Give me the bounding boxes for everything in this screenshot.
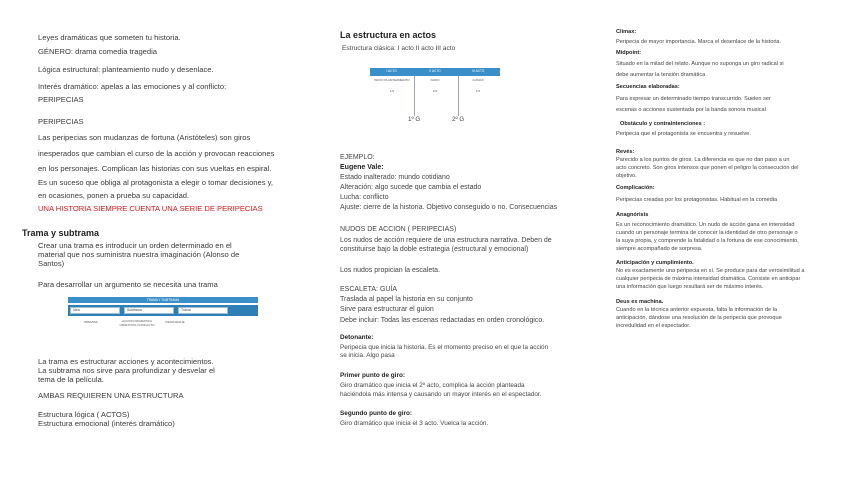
anagnorisis-line: Es un reconocimiento dramático. Un nudo de acción gana en intensidad [616, 222, 795, 228]
diagram-bottom: ACCION DRAMATICA OBJETIVOS CONFLICTO [119, 319, 155, 327]
col1-genero: GÉNERO: drama comedia tragedia [38, 47, 158, 56]
reves-heading: Revés: [616, 149, 635, 155]
segundo-giro-heading: Segundo punto de giro: [340, 410, 413, 417]
reves-line: objetivo. [616, 173, 637, 179]
escaleta-title: ESCALETA: GUÍA [340, 286, 398, 293]
col1-peripecias-word: PERIPECIAS [38, 95, 84, 104]
secuencias-heading: Secuencias elaboradas: [616, 84, 680, 90]
climax-text: Peripecia de mayor importancia. Marca el desenlace de la historia. [616, 39, 782, 45]
acts-cell: INICIO PLANTEAMIENTO [374, 78, 410, 82]
detonante-heading: Detonante: [340, 334, 374, 341]
detonante-line: se inicia. Algo pasa [340, 352, 395, 359]
anticipacion-heading: Anticipación y cumplimiento. [616, 260, 694, 266]
obstaculo-text: Peripecia que el protagonista se encuentra y resuelve. [616, 131, 751, 137]
ejemplo-line: Lucha: conflicto [340, 194, 389, 201]
diagram-item: Idea [70, 307, 120, 314]
deus-line: Cuando en la técnica anterior expuesta, falta la información de la [616, 307, 778, 313]
midpoint-line: Situado en la mitad del relato. Aunque no suponga un giro radical si [616, 61, 784, 67]
midpoint-heading: Midpoint: [616, 50, 642, 56]
detonante-line: Peripecia que inicia la historia. Es el momento preciso en el que la acción [340, 344, 549, 351]
acts-header-cell: III ACTO [472, 69, 485, 73]
escaleta-line: Sirve para estructurar el guion [340, 306, 434, 313]
subtrama-line: tema de la película. [38, 375, 104, 384]
climax-heading: Clímax: [616, 29, 637, 35]
red-statement: UNA HISTORIA SIEMPRE CUENTA UNA SERIE DE PERIPECIAS [38, 204, 263, 213]
peripecias-title: PERIPECIAS [38, 117, 84, 126]
diagram-header: TRAMA Y SUBTRAMA [68, 297, 258, 303]
anagnorisis-heading: Anagnórisis [616, 212, 649, 218]
col1-leyes: Leyes dramáticas que someten tu historia. [38, 33, 181, 42]
giro1-line [414, 76, 415, 116]
acts-pct: 1/4 [475, 89, 481, 93]
ambas-heading: AMBAS REQUIEREN UNA ESTRUCTURA [38, 391, 184, 400]
col2-heading: La estructura en actos [340, 30, 437, 40]
secuencias-line: escenas o acciones sustentada por la banda sonora musical [616, 107, 766, 113]
deus-line: incredulidad en el espectador. [616, 323, 691, 329]
trama-line: material que nos suministra nuestra imaginación (Alonso de [38, 250, 240, 259]
anagnorisis-line: cuando un personaje termina de conocer la identidad de otro personaje o [616, 230, 798, 236]
peripecias-line: Las peripecias son mudanzas de fortuna (Aristóteles) son giros [38, 133, 251, 142]
estructura-line: Estructura emocional (interés dramático) [38, 419, 175, 428]
anagnorisis-line: siempre acompañado de sorpresa. [616, 246, 703, 252]
obstaculo-heading: Obstáculo y contraintenciones : [620, 121, 706, 127]
ejemplo-line: Alteración: algo sucede que cambia el estado [340, 184, 482, 191]
giro2-line [458, 76, 459, 116]
trama-heading: Trama y subtrama [22, 228, 100, 238]
trama-line: Crear una trama es introducir un orden determinado en el [38, 241, 232, 250]
nudos-title: NUDOS DE ACCION ( PERIPECIAS) [340, 226, 457, 233]
ejemplo-line: Estado inalterado: mundo cotidiano [340, 174, 450, 181]
argumento-line: Para desarrollar un argumento se necesita una trama [38, 280, 218, 289]
deus-line: anticipación, dándose una resolución de la peripecia que provoque [616, 315, 782, 321]
peripecias-line: en ocasiones, ponen a prueba su capacidad. [38, 191, 190, 200]
subtrama-line: La trama es estructurar acciones y acontecimientos. [38, 357, 214, 366]
diagram-item: Subtrama [124, 307, 174, 314]
acts-header-cell: II ACTO [429, 69, 441, 73]
peripecias-line: inesperados que cambian el curso de la acción y provocan reacciones [38, 149, 275, 158]
anticipacion-line: una información que luego resultará ser de máximo interés. [616, 284, 764, 290]
ejemplo-line: Ajuste: cierre de la historia. Objetivo conseguido o no. Consecuencias [340, 204, 558, 211]
nudos-line: Los nudos propician la escaleta. [340, 267, 441, 274]
nudos-line: constituirse bajo la doble estrategia (estructural y emocional) [340, 246, 529, 253]
acts-pct: 2/4 [432, 89, 438, 93]
giro1-label: 1º G [408, 116, 421, 123]
trama-line: Santos) [38, 259, 65, 268]
segundo-giro-line: Giro dramático que inicia el 3 acto. Vuelca la acción. [340, 420, 489, 427]
deus-heading: Deus ex machina. [616, 299, 664, 305]
escaleta-line: Traslada al papel la historia en su conjunto [340, 296, 473, 303]
reves-line: Parecido a los puntos de giros. La diferencia es que no dan paso a un [616, 157, 790, 163]
ejemplo-label: EJEMPLO: [340, 154, 375, 161]
nudos-line: Los nudos de acción requiere de una estructura narrativa. Deben de [340, 237, 552, 244]
giro2-label: 2º G [452, 116, 465, 123]
secuencias-line: Para expresar un determinado tiempo transcurrido. Suelen ser [616, 96, 771, 102]
anagnorisis-line: la suya propia, y comprende la fatalidad o la fortuna de ese conocimiento, [616, 238, 799, 244]
midpoint-line: debe aumentar la tensión dramática [616, 72, 706, 78]
diagram-bottom: DESPLIEGUE [165, 320, 185, 324]
estructura-line: Estructura lógica ( ACTOS) [38, 410, 130, 419]
complicacion-text: Peripecias creadas por los protagonistas. Habitual en la comedia [616, 197, 778, 203]
primer-giro-line: Giro dramático que inicia el 2º acto, complica la acción planteada [340, 382, 525, 389]
diagram-item: Trama [178, 307, 228, 314]
primer-giro-line: haciéndola más intensa y causando un mayor interés en el espectador. [340, 391, 542, 398]
col1-interes: Interés dramático: apelas a las emociones y al conflicto: [38, 82, 227, 91]
reves-line: acto concreto. Son giros intensos que ponen el peligro la consecución del [616, 165, 799, 171]
primer-giro-heading: Primer punto de giro: [340, 372, 405, 379]
col1-logica: Lógica estructural: planteamiento nudo y desenlace. [38, 65, 214, 74]
subtrama-line: La subtrama nos sirve para profundizar y desvelar el [38, 366, 215, 375]
escaleta-line: Debe incluir: Todas las escenas redactadas en orden cronológico. [340, 317, 545, 324]
acts-table-header [370, 68, 500, 76]
anticipacion-line: cualquier peripecia de máxima intensidad dramática. Consiste en anticipar [616, 276, 801, 282]
acts-cell: NUDO [430, 78, 440, 82]
acts-header-cell: I ACTO [386, 69, 397, 73]
anticipacion-line: No es exactamente una peripecia en sí. Se produce para dar verosimilitud a [616, 268, 805, 274]
acts-pct: 1/4 [389, 89, 395, 93]
eugene-vale: Eugene Vale: [340, 164, 384, 171]
peripecias-line: Es un suceso que obliga al protagonista a elegir o tomar decisiones y, [38, 178, 273, 187]
complicacion-heading: Complicación: [616, 185, 655, 191]
peripecias-line: en los personajes. Complican las historias con sus vueltas en espiral. [38, 164, 272, 173]
acts-cell: CLÍMAX [472, 78, 484, 82]
diagram-bottom: PREMISA [84, 320, 98, 324]
estructura-clasica: Estructura clásica: I acto II acto III acto [342, 45, 456, 52]
